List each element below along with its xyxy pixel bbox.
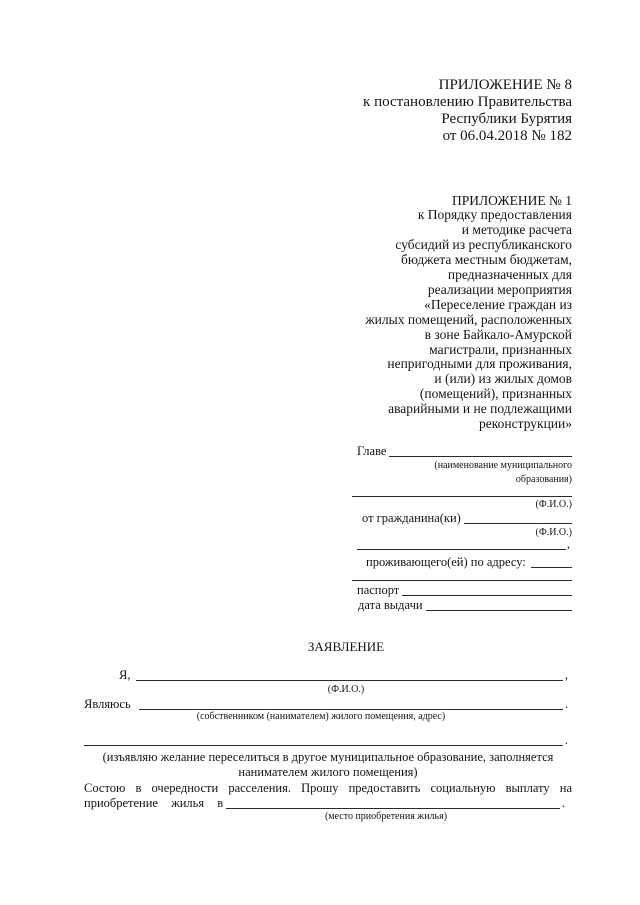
status-blank [139, 697, 563, 710]
head-fio-hint: (Ф.И.О.) [535, 499, 572, 510]
appendix-8-date-number: от 06.04.2018 № 182 [442, 128, 572, 144]
appendix-1-line: реализации мероприятия [427, 281, 572, 297]
period: . [561, 796, 565, 810]
i-label: Я, [119, 668, 131, 682]
relocation-hint-line: нанимателем жилого помещения) [238, 765, 418, 779]
self-fio-hint: (Ф.И.О.) [327, 684, 365, 695]
applicant-self-row [119, 668, 568, 683]
purchase-place-blank [226, 796, 560, 809]
relocation-row [84, 733, 568, 748]
appendix-1-line: магистрали, признанных [429, 341, 572, 357]
applicant-self-blank [136, 668, 562, 681]
address-row [366, 555, 572, 570]
issue-date-blank [426, 598, 572, 611]
appendix-1-line: жилых помещений, расположенных [365, 311, 572, 327]
applicant-name-blank [464, 511, 572, 524]
appendix-8-line: Республики Бурятия [441, 111, 572, 127]
appendix-1-line: бюджета местным бюджетам, [401, 252, 572, 268]
passport-blank [402, 583, 572, 596]
relocation-hint [84, 750, 572, 780]
addressee-head-row [357, 444, 572, 459]
passport-row [357, 583, 572, 598]
appendix-1-line: «Переселение граждан из [424, 296, 572, 312]
applicant-fio-hint: (Ф.И.О.) [535, 527, 572, 538]
status-label: Являюсь [84, 697, 131, 711]
appendix-8-title: ПРИЛОЖЕНИЕ № 8 [438, 77, 572, 93]
address-continuation-blank [352, 580, 572, 581]
address-blank [531, 555, 572, 568]
appendix-1-line: субсидий из республиканского [395, 237, 572, 253]
relocation-blank [84, 733, 563, 746]
appendix-1-line: к Порядку предоставления [417, 207, 572, 223]
from-citizen-label: от гражданина(ки) [362, 511, 461, 525]
status-hint: (собственником (нанимателем) жилого помещения, адрес) [196, 711, 446, 722]
issue-date-row [358, 598, 572, 613]
municipality-name-hint [434, 459, 572, 487]
appendix-8-header [363, 77, 572, 145]
applicant-row [362, 511, 572, 526]
purchase-row [84, 796, 565, 811]
appendix-8-line: к постановлению Правительства [363, 94, 572, 110]
comma: , [566, 537, 570, 551]
applicant-name-continuation-blank [357, 537, 566, 550]
relocation-hint-line: (изъявляю желание переселиться в другое муниципальное образование, заполняется [102, 750, 554, 764]
request-text: Состою в очередности расселения. Прошу предоставить социальную выплату на [84, 781, 572, 795]
appendix-1-header [365, 194, 572, 433]
period: . [564, 733, 568, 747]
appendix-1-line: предназначенных для [447, 267, 572, 283]
appendix-1-line: аварийными и не подлежащими [388, 401, 572, 417]
issue-date-label: дата выдачи [358, 598, 423, 612]
comma: , [564, 668, 568, 682]
applicant-name-continuation-row [357, 537, 570, 552]
address-label: проживающего(ей) по адресу: [366, 555, 526, 569]
appendix-1-line: и (или) из жилых домов [434, 371, 572, 387]
appendix-1-title: ПРИЛОЖЕНИЕ № 1 [451, 192, 572, 208]
purchase-place-hint: (место приобретения жилья) [324, 811, 448, 822]
passport-label: паспорт [357, 583, 400, 597]
appendix-1-line: в зоне Байкало-Амурской [424, 326, 572, 342]
head-name-blank [352, 496, 572, 497]
appendix-1-line: и методике расчета [461, 222, 572, 238]
municipality-hint-line: образования) [515, 474, 572, 485]
period: . [564, 697, 568, 711]
purchase-label: приобретение жилья в [84, 796, 224, 810]
municipality-head-blank [389, 444, 572, 457]
to-head-label: Главе [357, 444, 387, 458]
application-title: ЗАЯВЛЕНИЕ [307, 639, 385, 654]
appendix-1-line: непригодными для проживания, [387, 356, 572, 372]
municipality-hint-line: (наименование муниципального [434, 460, 572, 471]
appendix-1-line: (помещений), признанных [419, 386, 572, 402]
appendix-1-line: реконструкции» [479, 416, 572, 432]
